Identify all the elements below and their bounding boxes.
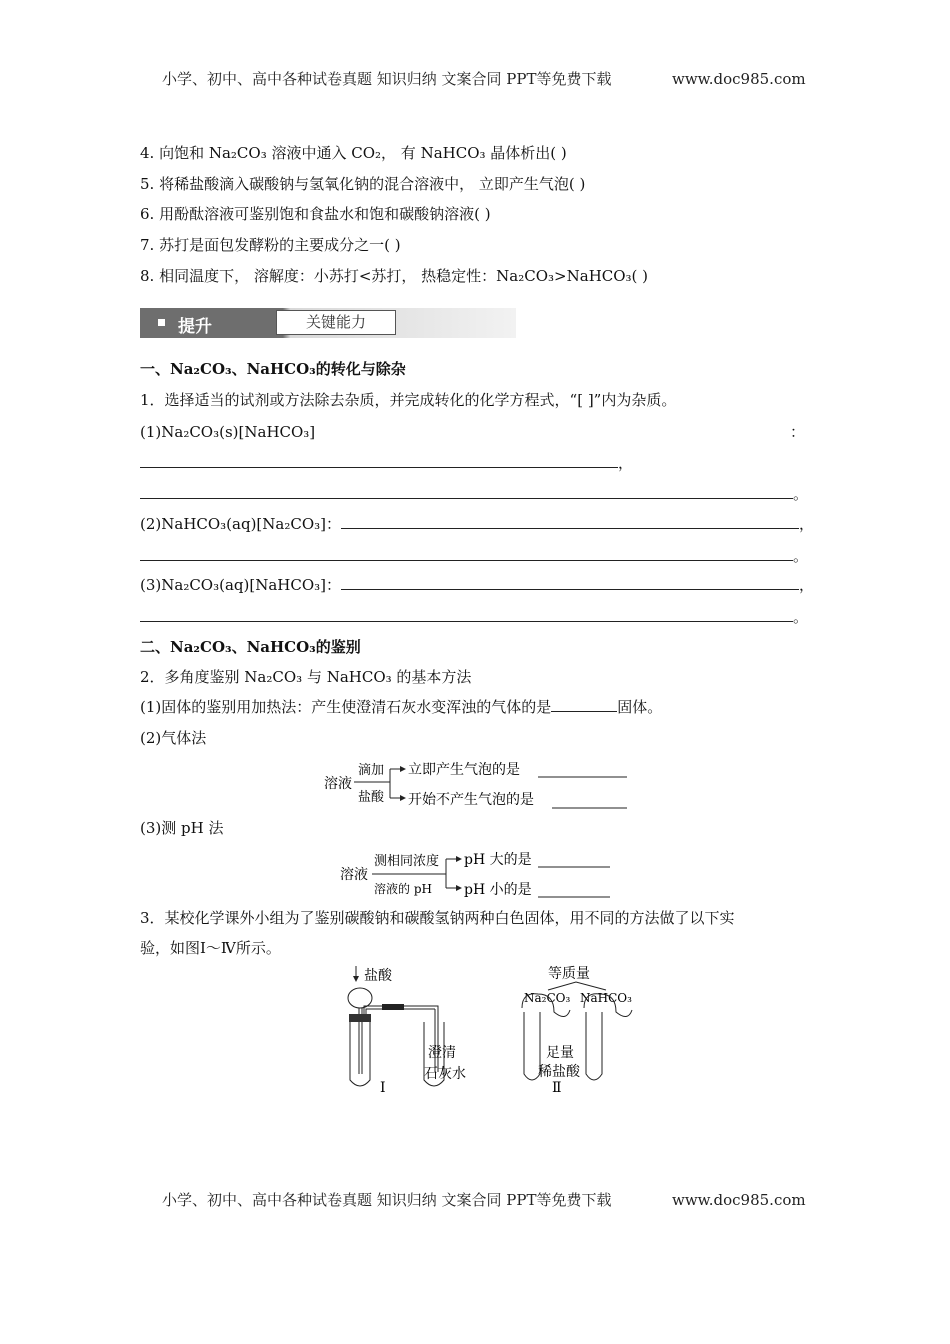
answer-blank[interactable] xyxy=(140,607,793,622)
question-1: 1．选择适当的试剂或方法除去杂质，并完成转化的化学方程式，“[ ]”内为杂质。 xyxy=(140,391,677,409)
acid-label-2: 稀盐酸 xyxy=(538,1064,580,1080)
question-3-line1: 3．某校化学课外小组为了鉴别碳酸钠和碳酸氢钠两种白色固体，用不同的方法做了以下实 xyxy=(140,909,735,927)
part-1-colon: ： xyxy=(790,423,806,441)
branch-arrow xyxy=(390,769,402,798)
banner-label: 提升 xyxy=(178,317,212,337)
diagram-result-2: 开始不产生气泡的是 xyxy=(408,792,534,808)
comma: ， xyxy=(618,454,634,472)
period: 。 xyxy=(793,547,809,565)
square-icon xyxy=(158,319,165,326)
section1-title: 一、Na₂CO₃、NaHCO₃的转化与除杂 xyxy=(140,360,406,378)
section2-title: 二、Na₂CO₃、NaHCO₃的鉴别 xyxy=(140,638,361,656)
question-2: 2．多角度鉴别 Na₂CO₃ 与 NaHCO₃ 的基本方法 xyxy=(140,668,472,686)
diagram-result-1: 立即产生气泡的是 xyxy=(408,762,520,778)
equal-mass-label: 等质量 xyxy=(548,966,590,982)
judgment-4: 4. 向饱和 Na₂CO₃ 溶液中通入 CO₂， 有 NaHCO₃ 晶体析出( ) xyxy=(140,144,567,162)
figure-2-label: Ⅱ xyxy=(552,1080,562,1096)
method-1: (1)固体的鉴别用加热法：产生使澄清石灰水变浑浊的气体的是 xyxy=(140,698,552,716)
method-2: (2)气体法 xyxy=(140,729,207,747)
figure-1-acid-label: 盐酸 xyxy=(364,968,392,984)
judgment-8: 8. 相同温度下， 溶解度：小苏打<苏打， 热稳定性：Na₂CO₃>NaHCO₃( ) xyxy=(140,267,649,285)
test-tube-2 xyxy=(586,1012,602,1080)
test-tube xyxy=(350,1022,370,1086)
diagram-bottom-label: 溶液的 pH xyxy=(374,882,432,896)
gas-method-diagram xyxy=(320,755,640,815)
comma: ， xyxy=(799,576,815,594)
funnel xyxy=(348,988,372,1008)
period: 。 xyxy=(793,485,809,503)
lime-label-1: 澄清 xyxy=(428,1045,456,1061)
na2co3-label: Na₂CO₃ xyxy=(524,991,571,1005)
footer-text: 小学、初中、高中各种试卷真题 知识归纳 文案合同 PPT等免费下载 xyxy=(162,1191,612,1209)
answer-blank[interactable] xyxy=(140,453,618,468)
figure-2-apparatus xyxy=(518,962,648,1097)
clamp xyxy=(382,1004,404,1010)
acid-label-1: 足量 xyxy=(546,1045,574,1061)
answer-blank[interactable] xyxy=(140,546,793,561)
answer-blank[interactable] xyxy=(341,575,799,590)
header-url: www.doc985.com xyxy=(672,70,806,88)
part-1: (1)Na₂CO₃(s)[NaHCO₃] xyxy=(140,423,316,441)
part-2: (2)NaHCO₃(aq)[Na₂CO₃]： xyxy=(140,515,342,533)
method-1-end: 固体。 xyxy=(617,698,663,716)
comma: ， xyxy=(799,515,815,533)
branch-arrow xyxy=(446,859,458,888)
diagram-top-label: 测相同浓度 xyxy=(374,854,440,869)
figure-1-label: Ⅰ xyxy=(380,1080,386,1096)
diagram-top-label: 滴加 xyxy=(358,763,385,778)
section-banner xyxy=(140,308,516,338)
figure-1-apparatus xyxy=(340,962,480,1097)
stopper xyxy=(349,1014,371,1022)
answer-blank[interactable] xyxy=(341,514,799,529)
header-text: 小学、初中、高中各种试卷真题 知识归纳 文案合同 PPT等免费下载 xyxy=(162,70,612,88)
judgment-5: 5. 将稀盐酸滴入碳酸钠与氢氧化钠的混合溶液中， 立即产生气泡( ) xyxy=(140,175,586,193)
ph-method-diagram xyxy=(338,850,628,900)
diagram-left-label: 溶液 xyxy=(324,776,352,792)
arrow-down-icon xyxy=(353,976,359,982)
judgment-6: 6. 用酚酞溶液可鉴别饱和食盐水和饱和碳酸钠溶液( ) xyxy=(140,205,491,223)
lime-label-2: 石灰水 xyxy=(424,1066,466,1082)
diagram-result-2: pH 小的是 xyxy=(464,882,532,898)
answer-blank[interactable] xyxy=(140,484,793,499)
nahco3-label: NaHCO₃ xyxy=(580,991,632,1005)
banner-box: 关键能力 xyxy=(276,310,396,335)
diagram-bottom-label: 盐酸 xyxy=(358,790,385,805)
method-3: (3)测 pH 法 xyxy=(140,819,224,837)
footer-url: www.doc985.com xyxy=(672,1191,806,1209)
answer-blank[interactable] xyxy=(551,697,617,712)
diagram-left-label: 溶液 xyxy=(340,867,368,883)
judgment-7: 7. 苏打是面包发酵粉的主要成分之一( ) xyxy=(140,236,401,254)
part-3: (3)Na₂CO₃(aq)[NaHCO₃]： xyxy=(140,576,342,594)
period: 。 xyxy=(793,608,809,626)
diagram-result-1: pH 大的是 xyxy=(464,852,532,868)
question-3-line2: 验，如图Ⅰ～Ⅳ所示。 xyxy=(140,939,281,957)
